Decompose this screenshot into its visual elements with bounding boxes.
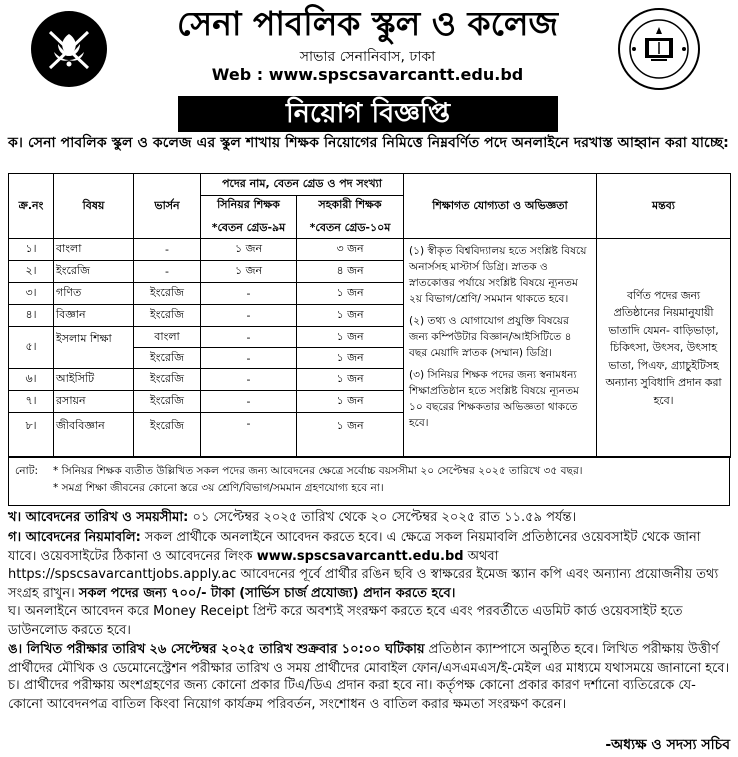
row-senior: - [201,369,297,391]
header-serial: ক্র.নং [9,174,54,239]
row-version: - [134,261,201,283]
row-subject: ইংরেজি [54,261,134,283]
row-serial: ৫। [9,327,54,369]
signature: -অধ্যক্ষ ও সদস্য সচিব [605,737,730,753]
section-ga-site-link[interactable]: www.spscsavarcantt.edu.bd [256,548,464,564]
row-version: ইংরেজি [134,348,201,369]
row-senior: - [201,327,297,348]
row-senior: ১ জন [201,239,297,261]
school-name: সেনা পাবলিক স্কুল ও কলেজ [177,4,558,43]
row-assistant: ১ জন [297,327,404,348]
header-remarks: মন্তব্য [597,174,731,239]
row-senior: - [201,305,297,327]
table-row [9,239,731,261]
row-subject: বিজ্ঞান [54,305,134,327]
note-text-1: * সিনিয়র শিক্ষক ব্যতীত উল্লিখিত সকল পদের জন্য আবেদনের ক্ষেত্রে সর্বোচ্চ বয়সসীমা ২০ সেপ্টেম্বর ২০২৫ তারিখে ৩৫ বছর। [53,465,583,477]
row-assistant: ১ জন [297,305,404,327]
notes-box [8,456,730,506]
row-assistant: ১ জন [297,348,404,369]
row-serial: ৮। [9,413,54,458]
section-ga-label: গ। আবেদনের নিয়মাবলি: [8,530,141,545]
qualification-3: (৩) সিনিয়র শিক্ষক পদের জন্য স্বনামধন্য শিক্ষাপ্রতিষ্ঠান হতে সংশ্লিষ্ট বিষয়ে ন্যূনতম ১০ বছরের শিক্ষকতার অভিজ্ঞতা থাকতে হবে। [409,369,580,429]
section-uma-label: ঙ। লিখিত পরীক্ষার তারিখ [8,642,146,657]
header-senior-grade: *বেতন গ্রেড-৯ম [211,221,286,234]
school-website: Web : www.spscsavarcantt.edu.bd [211,65,524,84]
qualification-1: (১) স্বীকৃত বিশ্ববিদ্যালয় হতে সংশ্লিষ্ট বিষয়ে অনার্সসহ মাস্টার্স ডিগ্রি। স্নাতক ও স্নাতকোত্তর পর্যায়ে সংশ্লিষ্ট বিষয়ে ন্যূনতম ২য় বিভাগ/শ্রেণি/ সমমান থাকতে হবে। [409,245,587,305]
row-version: ইংরেজি [134,391,201,413]
row-senior: ১ জন [201,261,297,283]
section-ga-text: সকল প্রার্থীকে অনলাইনে আবেদন করতে হবে। এ ক্ষেত্রে সকল নিয়মাবলি প্রতিষ্ঠানের ওয়েবসাইট থেকে জানা যাবে। ওয়েবসাইটের ঠিকানা ও আবেদনের লিংক [8,530,701,564]
row-subject: বাংলা [54,239,134,261]
header-senior-title: সিনিয়র শিক্ষক [217,198,280,211]
header-version: ভার্সন [134,174,201,239]
row-subject: রসায়ন [54,391,134,413]
row-serial: ৩। [9,283,54,305]
row-serial: ৪। [9,305,54,327]
row-senior: - [201,283,297,305]
note-text-2: * সমগ্র শিক্ষা জীবনের কোনো স্তরে ৩য় শ্রেণি/বিভাগ/সমমান গ্রহণযোগ্য হবে না। [53,482,384,494]
note-line-2 [15,480,723,497]
section-kha-label: খ। আবেদনের তারিখ ও সময়সীমা: [8,510,189,525]
section-gha: ঘ। অনলাইনে আবেদন করে Money Receipt প্রিন্ট করে অবশ্যই সংরক্ষণ করতে হবে এবং পরবর্তীতে এডমিট কার্ড ওয়েবসাইট হতে ডাউনলোড করতে হবে। [8,604,683,638]
header-assistant [297,196,404,239]
row-senior: - [201,413,297,458]
row-subject: আইসিটি [54,369,134,391]
header-senior [201,196,297,239]
header-assistant-title: সহকারী শিক্ষক [318,198,382,211]
row-subject: জীববিজ্ঞান [54,413,134,458]
notice-title: নিয়োগ বিজ্ঞপ্তি [178,96,558,132]
row-serial: ২। [9,261,54,283]
intro-paragraph: ক। সেনা পাবলিক স্কুল ও কলেজ এর স্কুল শাখায় শিক্ষক নিয়োগের নিমিত্তে নিম্নবর্ণিত পদে অনলাইনে দরখাস্ত আহ্বান করা যাচ্ছে: [8,135,729,151]
row-version: বাংলা [134,327,201,348]
row-version: - [134,239,201,261]
section-kha [8,509,730,528]
header-subject: বিষয় [54,174,134,239]
section-uma-date: ২৬ সেপ্টেম্বর ২০২৫ তারিখ শুক্রবার ১০:০০ ঘটিকায় [149,642,425,657]
row-version: ইংরেজি [134,413,201,458]
row-serial: ৬। [9,369,54,391]
header [0,0,738,96]
row-subject: ইসলাম শিক্ষা [54,327,134,369]
note-line-1 [15,463,723,480]
note-label: নোট: [15,465,39,477]
section-ga-or: অথবা https://spscsavarcanttjobs.apply.ac আবেদনের পূর্বে প্রার্থীর রঙিন ছবি ও স্বাক্ষরের ইমেজ স্ক্যান কপি এবং অন্যান্য প্রয়োজনীয় তথ্য সংগ্রহ রাখুন। [8,548,719,601]
row-assistant: ১ জন [297,369,404,391]
army-emblem-logo [30,10,108,88]
section-uma-text: প্রতিষ্ঠান ক্যাম্পাসে অনুষ্ঠিত হবে। লিখিত পরীক্ষায় উত্তীর্ণ প্রার্থীদের মৌখিক ও ডেমোনেস্ট্রেশন পরীক্ষার তারিখ ও সময় প্রার্থীদের মোবাইল ফোন/এসএমএস/ই-মেইল এর মাধ্যমে যথাসময়ে জানানো হবে। [8,642,730,676]
section-kha-text: ০১ সেপ্টেম্বর ২০২৫ তারিখ থেকে ২০ সেপ্টেম্বর ২০২৫ রাত ১১.৫৯ পর্যন্ত। [192,510,577,525]
row-version: ইংরেজি [134,305,201,327]
school-seal-logo [618,8,700,90]
row-version: ইংরেজি [134,283,201,305]
section-ga [8,529,730,603]
header-qualification: শিক্ষাগত যোগ্যতা ও অভিজ্ঞতা [404,174,597,239]
header-post-group: পদের নাম, বেতন গ্রেড ও পদ সংখ্যা [201,174,404,196]
row-version: ইংরেজি [134,369,201,391]
row-assistant: ১ জন [297,283,404,305]
header-assistant-grade: *বেতন গ্রেড-১০ম [309,221,391,234]
row-subject: গণিত [54,283,134,305]
row-serial: ৭। [9,391,54,413]
row-senior: - [201,391,297,413]
section-cha: চ। প্রার্থীদের পরীক্ষায় অংশগ্রহণের জন্য কোনো প্রকার টিএ/ডিএ প্রদান করা হবে না। কর্তৃপক্ষ কোনো প্রকার কারণ দর্শানো ব্যতিরেকে যে-কোনো আবেদনপত্র বাতিল কিংবা নিয়োগ কার্যক্রম পরিবর্তন, সংশোধন ও বাতিল করার ক্ষমতা সংরক্ষণ করেন। [8,678,696,712]
remarks-cell: বর্ণিত পদের জন্য প্রতিষ্ঠানের নিয়মানুযায়ী ভাতাদি যেমন- বাড়িভাড়া, চিকিৎসা, উৎসব, উৎসাহ ভাতা, পিএফ, গ্র্যাচুইটিসহ অন্যান্য সুবিধাদি প্রদান করা হবে। [597,239,731,458]
posts-table [8,173,731,458]
row-assistant: ১ জন [297,391,404,413]
row-senior: - [201,348,297,369]
row-serial: ১। [9,239,54,261]
school-location: সাভার সেনানিবাস, ঢাকা [299,49,436,65]
section-uma [8,641,730,678]
section-ga-fee: সকল পদের জন্য ৭০০/- টাকা (সার্ভিস চার্জ প্রযোজ্য) প্রদান করতে হবে। [78,585,456,601]
row-assistant: ৩ জন [297,239,404,261]
row-assistant: ১ জন [297,413,404,458]
qualification-cell [404,239,597,458]
row-assistant: ৪ জন [297,261,404,283]
qualification-2: (২) তথ্য ও যোগাযোগ প্রযুক্তি বিষয়ের জন্য কম্পিউটার বিজ্ঞান/আইসিটিতে ৪ বছর মেয়াদি স্নাতক (সম্মান) ডিগ্রি। [409,315,572,359]
